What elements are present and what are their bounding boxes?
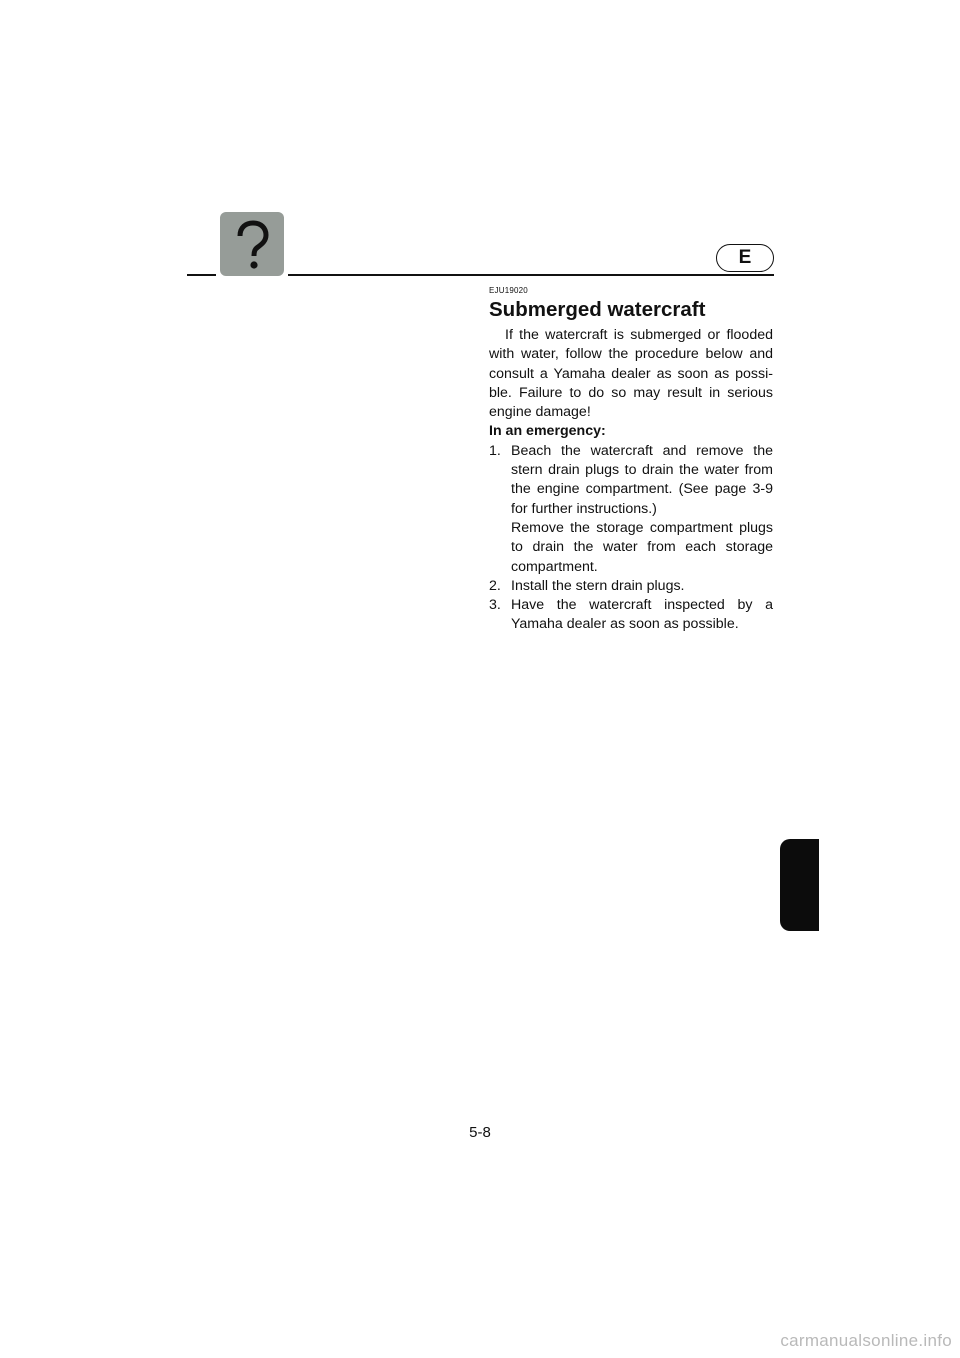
emergency-subheading: In an emergency: xyxy=(489,423,606,440)
step-number: 1. xyxy=(489,442,501,459)
step-item xyxy=(489,577,773,596)
step-extra-text: Remove the storage compartment plugs to drain the water from each storage compartment. xyxy=(511,519,773,575)
main-content xyxy=(489,286,773,635)
step-text: Beach the watercraft and remove the stern drain plugs to drain the water from the engine compartment. (See page 3-9 for further instructions.) xyxy=(511,442,773,517)
question-mark-icon xyxy=(220,212,284,276)
page-number: 5-8 xyxy=(469,1124,491,1141)
step-text: Have the watercraft inspected by a Yamaha dealer as soon as possible. xyxy=(511,597,773,633)
step-text: Install the stern drain plugs. xyxy=(511,577,685,594)
watermark: carmanualsonline.info xyxy=(780,1331,952,1350)
procedure-steps xyxy=(489,442,773,635)
step-number: 2. xyxy=(489,577,501,594)
chapter-thumb-tab xyxy=(780,839,819,931)
step-item xyxy=(489,596,773,635)
step-item xyxy=(489,442,773,577)
intro-paragraph: If the watercraft is submerged or flooded with water, follow the procedure below and consult a Yamaha dealer as soon as possi-ble. Failure to do so may result in serious engine damage! xyxy=(489,327,773,421)
step-number: 3. xyxy=(489,597,501,614)
language-badge: E xyxy=(716,244,774,272)
document-code: EJU19020 xyxy=(489,286,528,295)
header-rule-right xyxy=(288,274,774,276)
section-title: Submerged watercraft xyxy=(489,298,706,321)
header-rule-left xyxy=(187,274,216,276)
